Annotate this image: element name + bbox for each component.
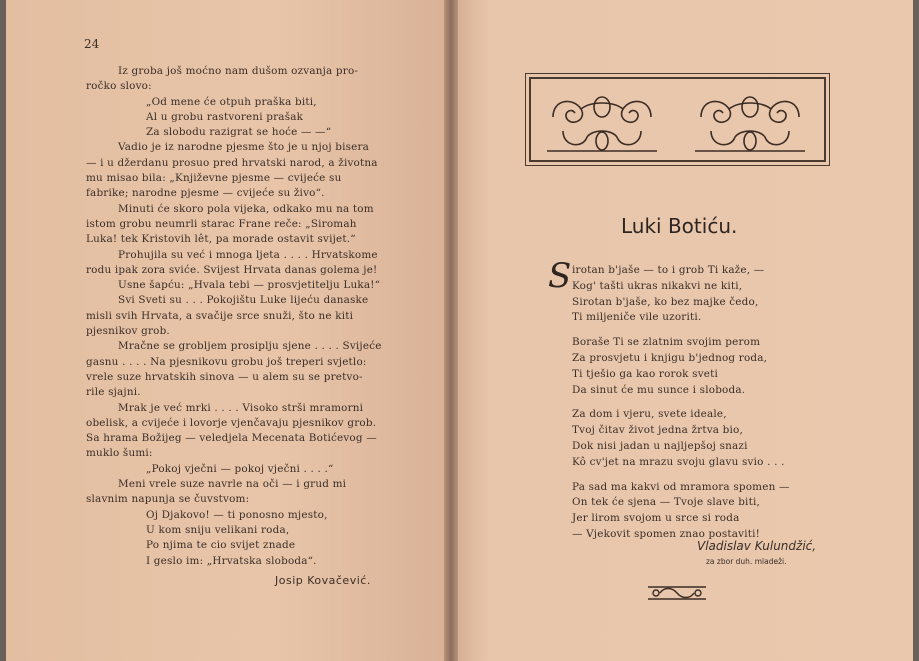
prose-line: Prohujila su već i mnoga ljeta . . . . Hrvatskome — [118, 248, 378, 261]
poem-stanza — [572, 263, 832, 326]
prose-line: Vadio je iz narodne pjesme što je u njoj bisera — [118, 141, 370, 154]
prose-line: obelisk, a cvijeće i lovorje vjenčavaju pjesnikov grob. — [86, 416, 377, 429]
poem-stanza — [572, 335, 832, 398]
book-gutter — [444, 0, 458, 661]
prose-line: Al u grobu rastvoreni prašak — [146, 110, 304, 123]
prose-line: Usne šapću: „Hvala tebi — prosvjetitelju Luka!“ — [118, 279, 381, 292]
prose-text — [86, 64, 386, 569]
prose-line: Iz groba još moćno nam dušom ozvanja pro- — [118, 65, 359, 77]
poem-line: Kô cv'jet na mrazu svoju glavu svio . . . — [572, 455, 785, 468]
prose-line: Po njima te cio svijet znade — [146, 539, 296, 552]
prose-line: istom grobu neumrli starac Frane reče: „Siromah — [86, 217, 357, 230]
page-number: 24 — [84, 37, 100, 51]
poem-text — [572, 263, 832, 552]
poem-line: Da sinut će mu sunce i sloboda. — [572, 383, 746, 396]
poem-line: Kog' tašti ukras nikakvi ne kiti, — [572, 279, 743, 292]
poem-title: Luki Botiću. — [621, 214, 738, 238]
prose-line: slavnim napunja se čuvstvom: — [86, 493, 250, 506]
prose-line: pjesnikov grob. — [86, 325, 170, 338]
prose-line: misli svih Hrvata, a svačije srce snuži, što ne kiti — [86, 309, 354, 322]
prose-line: Sa hrama Božijeg — veledjela Mecenata Botićevog — — [86, 432, 377, 445]
prose-line: Mrak je već mrki . . . . Visoko strši mramorni — [118, 401, 364, 414]
left-signature: Josip Kovačević. — [275, 574, 371, 587]
poem-line: Sirotan b'jaše, ko bez majke čedo, — [572, 295, 759, 308]
prose-line: Luka! tek Kristovih lêt, pa morade ostavit svijet.“ — [86, 233, 356, 246]
poem-line: Za dom i vjeru, svete ideale, — [572, 408, 727, 421]
prose-line: „Pokoj vječni — pokoj vječni . . . .“ — [146, 462, 334, 475]
poem-line: Jer lirom svojom u srce si roda — [572, 512, 740, 525]
poem-line: Ti tješio ga kao rorok sveti — [572, 367, 719, 380]
prose-line: Oj Djakovo! — ti ponosno mjesto, — [146, 508, 328, 521]
poem-stanza — [572, 407, 832, 470]
prose-line: fabrike; narodne pjesme — cvijeće su živo“. — [86, 187, 325, 200]
bottom-ornament-icon — [646, 583, 708, 603]
poem-line: Boraše Ti se zlatnim svojim perom — [572, 336, 761, 349]
prose-line: vrele suze hrvatskih sinova — u alem su se pretvo- — [86, 370, 363, 383]
ornamental-header-box — [529, 77, 826, 162]
prose-line: gasnu . . . . Na pjesnikovu grobu još treperi svjetlo: — [86, 355, 367, 368]
prose-line: I geslo im: „Hrvatska sloboda“. — [146, 554, 317, 567]
poem-author: Vladislav Kulundžić, — [697, 539, 817, 553]
prose-line: Za slobodu razigrat se hoće — —“ — [146, 126, 332, 139]
prose-line: — i u džerdanu prosuo pred hrvatski narod, a životna — [86, 156, 378, 169]
prose-line: rile sjajni. — [86, 386, 141, 399]
prose-line: mu misao bila: „Književne pjesme — cvijeće su — [86, 172, 342, 185]
prose-line: ročko slovo: — [86, 80, 152, 93]
drop-cap: S — [548, 256, 572, 296]
poem-line: On tek će sjena — Tvoje slave biti, — [572, 496, 760, 509]
poem-line: Pa sad ma kakvi od mramora spomen — — [572, 480, 790, 493]
poem-stanza — [572, 480, 832, 543]
prose-line: „Od mene će otpuh praška biti, — [146, 95, 317, 108]
poem-line: Za prosvjetu i knjigu b'jednog roda, — [572, 351, 768, 364]
poem-line: irotan b'jaše — to i grob Ti kaže, — — [572, 264, 765, 276]
author-note: za zbor duh. mladeži. — [706, 557, 787, 566]
floral-ornament-icon — [531, 79, 824, 160]
poem-line: Ti miljeniče vile uzoriti. — [572, 311, 702, 324]
prose-line: rodu ipak zora sviće. Svijest Hrvata danas golema je! — [86, 263, 378, 276]
prose-line: muklo šumi: — [86, 447, 153, 460]
poem-line: Tvoj čitav život jedna žrtva bio, — [572, 424, 743, 437]
poem-line: Dok nisi jadan u najljepšoj snazi — [572, 439, 748, 452]
prose-line: Mračne se grobljem prosiplju sjene . . . . Svijeće — [118, 340, 382, 353]
prose-line: Meni vrele suze navrle na oči — i grud mi — [118, 478, 347, 491]
prose-line: Svi Sveti su . . . Pokojištu Luke lijeću danaske — [118, 294, 369, 307]
poem-line: — Vjekovit spomen znao postaviti! — [572, 527, 761, 540]
prose-line: U kom sniju velikani roda, — [146, 523, 290, 536]
prose-line: Minuti će skoro pola vijeka, odkako mu na tom — [118, 202, 374, 215]
